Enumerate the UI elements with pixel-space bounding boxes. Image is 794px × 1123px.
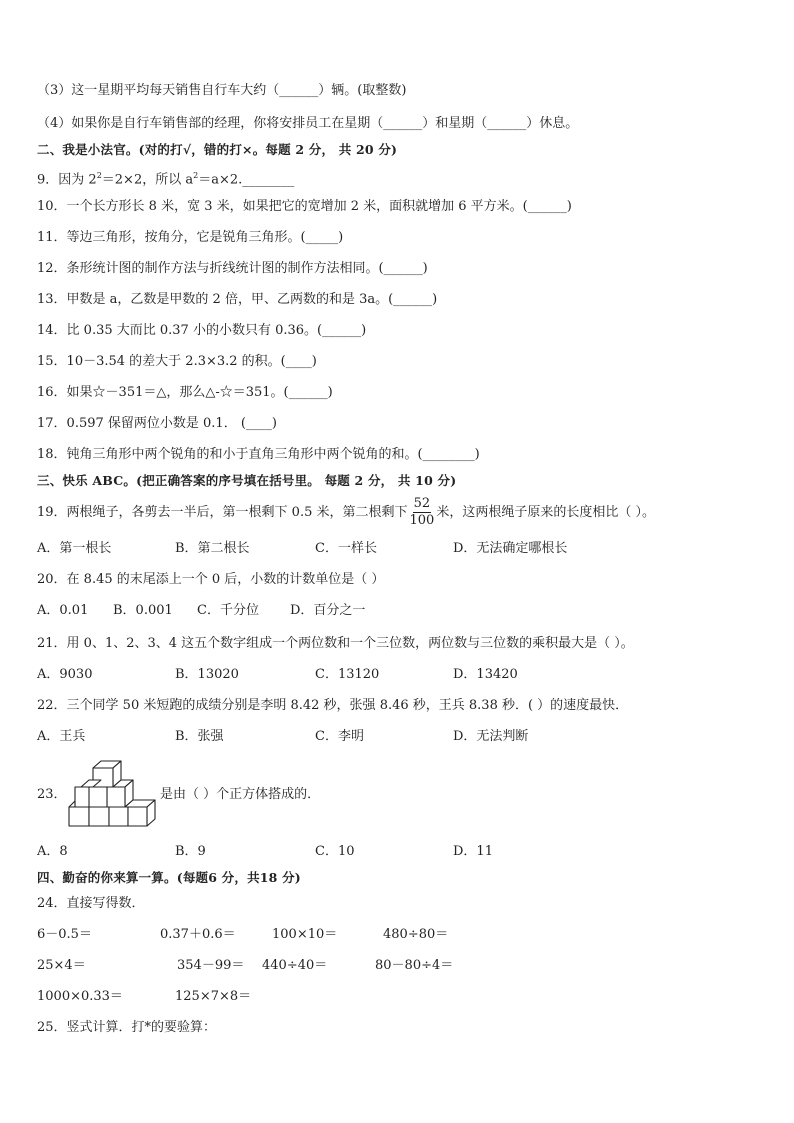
- calc-item[interactable]: 1000×0.33＝: [37, 989, 123, 1004]
- q20-option-a[interactable]: A．0.01: [37, 603, 89, 618]
- q3-sub-question: （3）这一星期平均每天销售自行车大约（______）辆。(取整数): [37, 83, 407, 98]
- section-2-heading: 二、我是小法官。(对的打√，错的打×。每题 2 分， 共 20 分): [37, 142, 398, 157]
- q9-text-c: ＝a×2.________: [198, 172, 295, 188]
- q23-option-a[interactable]: A．8: [37, 844, 68, 859]
- q4-sub-question: （4）如果你是自行车销售部的经理，你将安排员工在星期（______）和星期（______）休息。: [37, 116, 579, 131]
- q22-option-c[interactable]: C．李明: [315, 729, 364, 744]
- question-10: 10．一个长方形长 8 米，宽 3 米，如果把它的宽增加 2 米，面积就增加 6 平方米。(______): [37, 199, 572, 214]
- q19-text-b: 米，这两根绳子原来的长度相比（ ）。: [436, 505, 655, 520]
- q22-option-b[interactable]: B．张强: [175, 729, 224, 744]
- question-22: 22．三个同学 50 米短跑的成绩分别是李明 8.42 秒，张强 8.46 秒，王兵 8.38 秒．( ）的速度最快．: [37, 698, 629, 713]
- q19-option-a[interactable]: A．第一根长: [37, 541, 112, 556]
- question-13: 13．甲数是 a，乙数是甲数的 2 倍，甲、乙两数的和是 3a。(______): [37, 292, 438, 307]
- question-25: 25．竖式计算．打*的要验算：: [37, 1020, 217, 1035]
- q23-option-c[interactable]: C．10: [315, 844, 355, 859]
- q23-text: 是由（ ）个正方体搭成的．: [160, 787, 321, 802]
- q9-exponent-2: 2: [193, 171, 199, 180]
- calc-item[interactable]: 440÷40＝: [262, 958, 328, 973]
- q19-text-a: 19．两根绳子，各剪去一半后，第一根剩下 0.5 米，第二根剩下: [37, 505, 408, 520]
- section-3-heading: 三、快乐 ABC。(把正确答案的序号填在括号里。 每题 2 分， 共 10 分): [37, 473, 457, 488]
- q19-fraction: [408, 496, 435, 529]
- q9-text-b: ＝2×2，所以 a: [101, 172, 194, 188]
- question-20: 20．在 8.45 的末尾添上一个 0 后，小数的计数单位是（ ）: [37, 572, 385, 587]
- calc-item[interactable]: 100×10＝: [272, 927, 338, 942]
- q20-option-c[interactable]: C．千分位: [197, 603, 259, 618]
- q23-option-d[interactable]: D．11: [453, 844, 493, 859]
- q23-option-b[interactable]: B．9: [175, 844, 206, 859]
- question-12: 12．条形统计图的制作方法与折线统计图的制作方法相同。(______): [37, 261, 428, 276]
- section-4-heading: 四、勤奋的你来算一算。(每题6 分，共18 分): [37, 870, 301, 885]
- question-14: 14．比 0.35 大而比 0.37 小的小数只有 0.36。(______): [37, 323, 367, 338]
- q22-option-d[interactable]: D．无法判断: [453, 729, 529, 744]
- q23-number: 23．: [37, 787, 67, 802]
- calc-item[interactable]: 354－99＝: [177, 958, 245, 973]
- question-15: 15．10－3.54 的差大于 2.3×3.2 的积。(____): [37, 354, 317, 369]
- calc-item[interactable]: 0.37＋0.6＝: [160, 927, 236, 942]
- q21-option-d[interactable]: D．13420: [453, 667, 518, 682]
- question-16: 16．如果☆－351＝△，那么△-☆＝351。(______): [37, 385, 333, 400]
- question-24: 24．直接写得数．: [37, 896, 145, 911]
- calc-item[interactable]: 125×7×8＝: [175, 989, 252, 1004]
- q19-option-b[interactable]: B．第二根长: [175, 541, 250, 556]
- q9-exponent-1: 2: [96, 171, 102, 180]
- question-21: 21．用 0、1、2、3、4 这五个数字组成一个两位数和一个三位数，两位数与三位数的乘积最大是（ ）。: [37, 636, 634, 651]
- calc-item[interactable]: 25×4＝: [37, 958, 86, 973]
- calc-item[interactable]: 80－80÷4＝: [375, 958, 454, 973]
- q20-option-d[interactable]: D．百分之一: [290, 603, 366, 618]
- calc-item[interactable]: 480÷80＝: [383, 927, 449, 942]
- q9-text-a: 9．因为 2: [37, 172, 97, 188]
- q19-numerator: 52: [413, 496, 431, 511]
- cube-stack-icon: [64, 757, 156, 829]
- q19-denominator: 100: [409, 513, 435, 528]
- q21-option-a[interactable]: A．9030: [37, 667, 93, 682]
- question-18: 18．钝角三角形中两个锐角的和小于直角三角形中两个锐角的和。(________): [37, 447, 480, 462]
- question-11: 11．等边三角形，按角分，它是锐角三角形。(_____): [37, 230, 344, 245]
- question-17: 17．0.597 保留两位小数是 0.1． (____): [37, 416, 277, 431]
- q21-option-b[interactable]: B．13020: [175, 667, 239, 682]
- q19-option-c[interactable]: C．一样长: [315, 541, 377, 556]
- q19-option-d[interactable]: D．无法确定哪根长: [453, 541, 568, 556]
- q20-option-b[interactable]: B．0.001: [113, 603, 173, 618]
- question-9: [37, 167, 294, 189]
- q21-option-c[interactable]: C．13120: [315, 667, 380, 682]
- q22-option-a[interactable]: A．王兵: [37, 729, 86, 744]
- question-19: [37, 496, 655, 530]
- calc-item[interactable]: 6－0.5＝: [37, 927, 92, 942]
